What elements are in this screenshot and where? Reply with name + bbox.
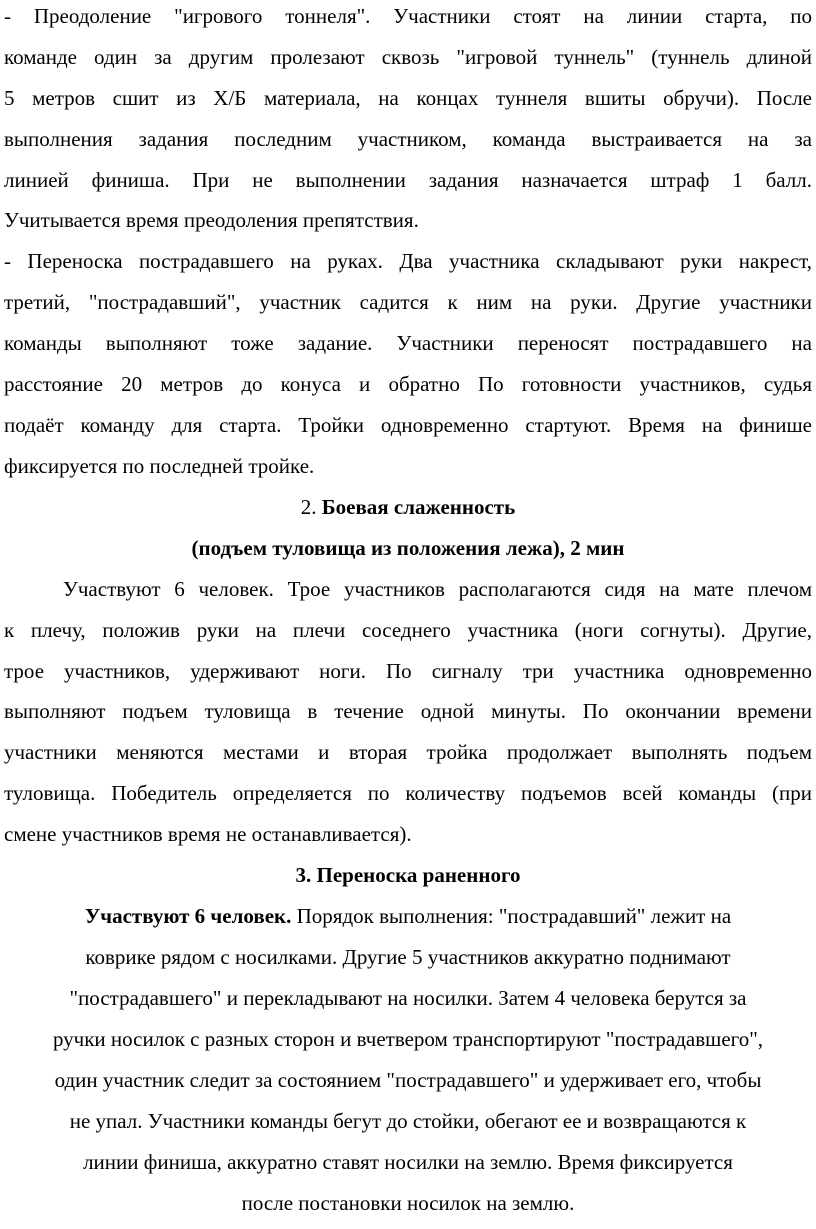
paragraph-line: после постановки носилок на землю. <box>241 1191 575 1215</box>
paragraph-line: туловища. Победитель определяется по количеству подъемов всей команды (при <box>4 781 812 805</box>
paragraph-lead: Участвуют 6 человек. <box>84 904 292 928</box>
section-title: 3. Переноска раненного <box>295 863 521 887</box>
paragraph-line: Участвуют 6 человек. Трое участников располагаются сидя на мате плечом <box>63 577 812 601</box>
section-subtitle: (подъем туловища из положения лежа), 2 мин <box>191 536 625 560</box>
paragraph-line: команды выполняют тоже задание. Участники переносят пострадавшего на <box>4 331 812 355</box>
paragraph-line: 5 метров сшит из Х/Б материала, на концах туннеля вшиты обручи). После <box>4 86 812 110</box>
paragraph-line: расстояние 20 метров до конуса и обратно По готовности участников, судья <box>4 372 812 396</box>
paragraph-line: - Переноска пострадавшего на руках. Два участника складывают руки накрест, <box>4 249 812 273</box>
paragraph-line: не упал. Участники команды бегут до стойки, обегают ее и возвращаются к <box>69 1109 747 1133</box>
paragraph-line: Учитывается время преодоления препятствия. <box>4 208 419 232</box>
paragraph-line: команде один за другим пролезают сквозь "игровой туннель" (туннель длиной <box>4 45 812 69</box>
paragraph-line: коврике рядом с носилками. Другие 5 участников аккуратно поднимают <box>85 945 731 969</box>
paragraph-line: участники меняются местами и вторая тройка продолжает выполнять подъем <box>4 740 812 764</box>
paragraph-line: ручки носилок с разных сторон и вчетвером транспортируют "пострадавшего", <box>52 1027 764 1051</box>
paragraph-line: "пострадавшего" и перекладывают на носилки. Затем 4 человека берутся за <box>69 986 747 1010</box>
paragraph-line: к плечу, положив руки на плечи соседнего участника (ноги согнуты). Другие, <box>4 618 812 642</box>
section-number: 2. <box>300 495 317 519</box>
paragraph-line: линией финиша. При не выполнении задания назначается штраф 1 балл. <box>4 168 812 192</box>
paragraph-text: Порядок выполнения: "пострадавший" лежит на <box>296 904 732 928</box>
paragraph-line: смене участников время не останавливается). <box>4 822 412 846</box>
paragraph-line: выполняют подъем туловища в течение одной минуты. По окончании времени <box>4 699 812 723</box>
paragraph-line: линии финиша, аккуратно ставят носилки на землю. Время фиксируется <box>83 1150 733 1174</box>
paragraph-line: трое участников, удерживают ноги. По сигналу три участника одновременно <box>4 659 812 683</box>
section-title: Боевая слаженность <box>321 495 516 519</box>
paragraph-line: третий, "пострадавший", участник садится к ним на руки. Другие участники <box>4 290 812 314</box>
paragraph-line: один участник следит за состоянием "пострадавшего" и удерживает его, чтобы <box>54 1068 762 1092</box>
section-heading <box>4 494 812 520</box>
paragraph-line: - Преодоление "игрового тоннеля". Участники стоят на линии старта, по <box>4 4 812 28</box>
paragraph-line: фиксируется по последней тройке. <box>4 454 315 478</box>
paragraph-line: подаёт команду для старта. Тройки одновременно стартуют. Время на финише <box>4 413 812 437</box>
paragraph-line <box>4 903 812 929</box>
paragraph-line: выполнения задания последним участником, команда выстраивается на за <box>4 127 812 151</box>
